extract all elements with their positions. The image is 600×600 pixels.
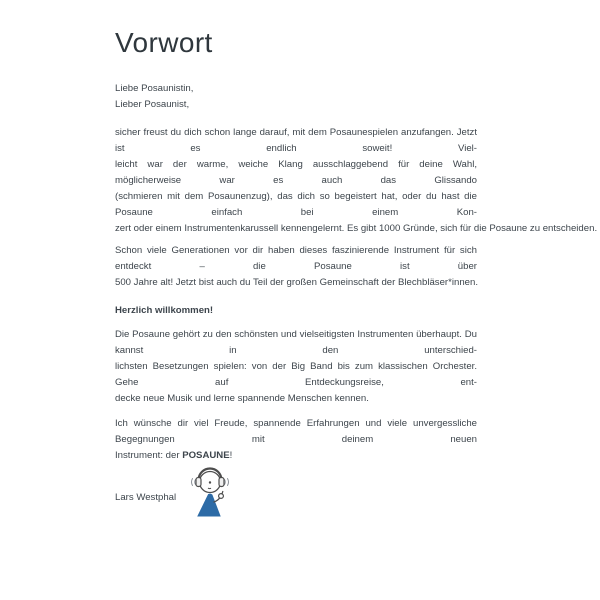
paragraph-versatility bbox=[115, 327, 477, 407]
greeting-line: Lieber Posaunist, bbox=[115, 99, 190, 110]
paragraph-line: sicher freust du dich schon lange darauf, mit dem Posaunespielen anzufangen. Jetzt ist es endlich soweit! Viel- bbox=[115, 127, 477, 154]
paragraph-line: lichsten Besetzungen spielen: von der Big Band bis zum klassischen Orchester. Gehe auf Entdeckungsreise, ent- bbox=[115, 361, 477, 388]
paragraph-line: 500 Jahre alt! Jetzt bist auch du Teil der großen Gemeinschaft der Blechbläser*innen. bbox=[115, 277, 478, 288]
paragraph-line: zert oder einem Instrumentenkarussell kennengelernt. Es gibt 1000 Gründe, sich für die Posaune zu entscheiden. bbox=[115, 223, 598, 234]
page-title: Vorwort bbox=[115, 27, 213, 58]
closing-instrument-name: POSAUNE bbox=[182, 450, 230, 461]
paragraph-closing bbox=[115, 416, 477, 464]
signature-row bbox=[115, 466, 477, 518]
page-content bbox=[115, 0, 598, 518]
greeting bbox=[115, 81, 477, 113]
paragraph-line: leicht war der warme, weiche Klang ausschlaggebend für deine Wahl, möglicherweise war es auch das Glissando bbox=[115, 159, 477, 186]
paragraph-line: Die Posaune gehört zu den schönsten und vielseitigsten Instrumenten überhaupt. Du kannst in den unterschied- bbox=[115, 329, 477, 356]
paragraph-line: Schon viele Generationen vor dir haben dieses faszinierende Instrument für sich entdeckt – die Posaune ist über bbox=[115, 245, 477, 272]
paragraph-history bbox=[115, 243, 477, 291]
greeting-line: Liebe Posaunistin, bbox=[115, 83, 194, 94]
paragraph-intro bbox=[115, 125, 598, 237]
closing-prefix: Instrument: der bbox=[115, 450, 183, 461]
welcome-statement: Herzlich willkommen! bbox=[115, 305, 214, 316]
closing-suffix: ! bbox=[229, 450, 233, 461]
paragraph-line: Ich wünsche dir viel Freude, spannende Erfahrungen und viele unvergessliche Begegnungen mit deinem neuen bbox=[115, 418, 477, 445]
paragraph-line bbox=[115, 448, 477, 464]
paragraph-line: (schmieren mit dem Posaunenzug), das dich so begeistert hat, oder du hast die Posaune einfach bei einem Kon- bbox=[115, 191, 477, 218]
headphones-person-figure bbox=[187, 466, 233, 518]
paragraph-line: decke neue Musik und lerne spannende Menschen kennen. bbox=[115, 393, 369, 404]
author-signature: Lars Westphal bbox=[115, 492, 177, 503]
headphones-person-icon bbox=[187, 466, 233, 518]
